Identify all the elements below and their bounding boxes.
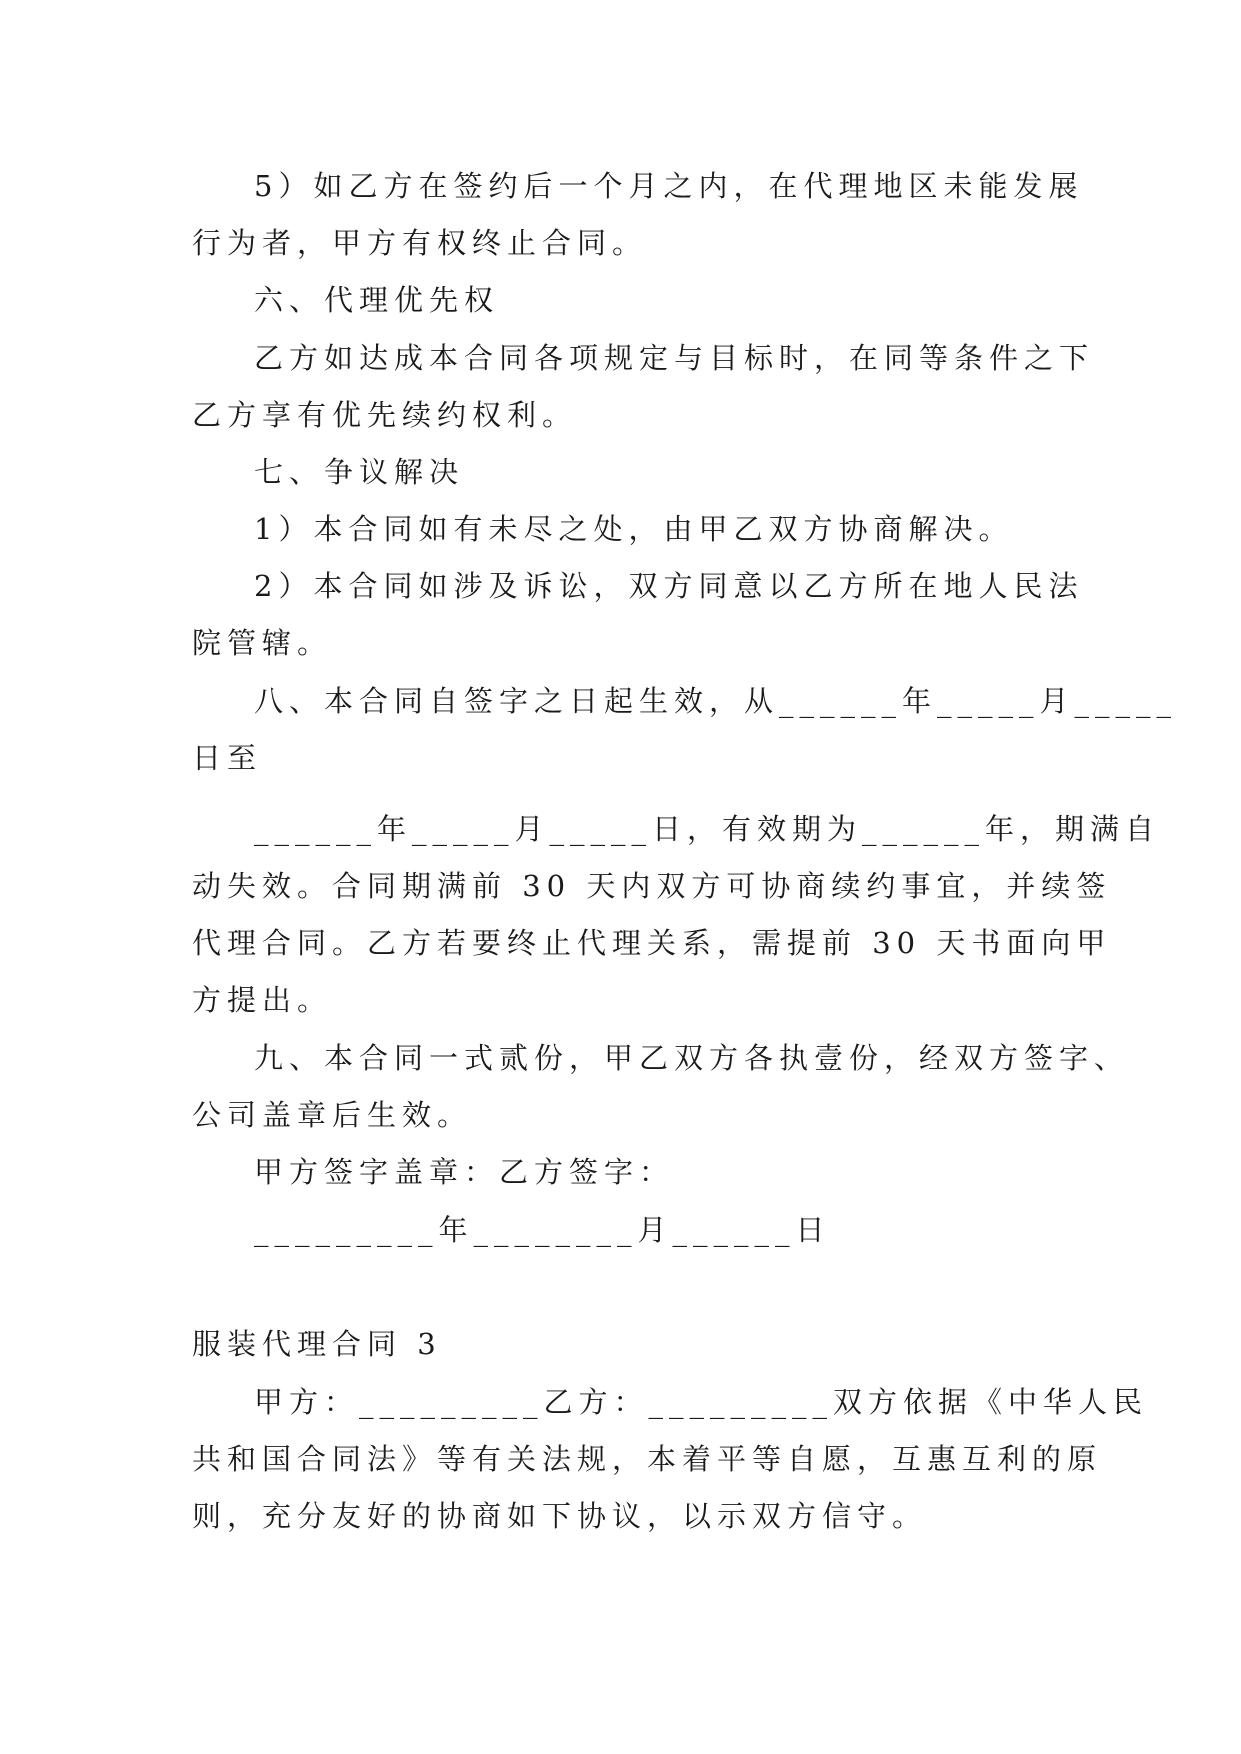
- paragraph-line: 九、本合同一式贰份，甲乙双方各执壹份，经双方签字、: [254, 1041, 1130, 1075]
- paragraph-line: 行为者，甲方有权终止合同。: [192, 226, 648, 260]
- paragraph-line: 共和国合同法》等有关法规，本着平等自愿，互惠互利的原: [192, 1442, 1103, 1476]
- paragraph-line: ______年_____月_____日，有效期为______年，期满自: [254, 812, 1161, 846]
- paragraph-line: 2）本合同如涉及诉讼，双方同意以乙方所在地人民法: [254, 569, 1084, 603]
- section-heading: 七、争议解决: [254, 455, 465, 489]
- paragraph-line: 1）本合同如有未尽之处，由甲乙双方协商解决。: [254, 512, 1014, 546]
- paragraph-line: 5）如乙方在签约后一个月之内，在代理地区未能发展: [254, 169, 1084, 203]
- paragraph-line: 代理合同。乙方若要终止代理关系，需提前 30 天书面向甲: [192, 926, 1112, 960]
- paragraph-line: 日至: [192, 741, 263, 775]
- paragraph-line: 乙方如达成本合同各项规定与目标时，在同等条件之下: [254, 341, 1095, 375]
- paragraph-line: 方提出。: [192, 983, 333, 1017]
- paragraph-line: 甲方：_________乙方：_________双方依据《中华人民: [254, 1385, 1149, 1419]
- paragraph-line: 公司盖章后生效。: [192, 1098, 473, 1132]
- paragraph-line: 院管辖。: [192, 626, 333, 660]
- paragraph-line: 则，充分友好的协商如下协议，以示双方信守。: [192, 1499, 928, 1533]
- paragraph-line: 八、本合同自签字之日起生效，从______年_____月_____: [254, 684, 1178, 718]
- paragraph-line: 乙方享有优先续约权利。: [192, 398, 578, 432]
- date-line: _________年________月______日: [254, 1213, 831, 1247]
- signature-line: 甲方签字盖章：乙方签字：: [254, 1155, 675, 1189]
- paragraph-line: 动失效。合同期满前 30 天内双方可协商续约事宜，并续签: [192, 869, 1112, 903]
- section-heading: 六、代理优先权: [254, 283, 500, 317]
- document-title: 服装代理合同 3: [192, 1327, 442, 1361]
